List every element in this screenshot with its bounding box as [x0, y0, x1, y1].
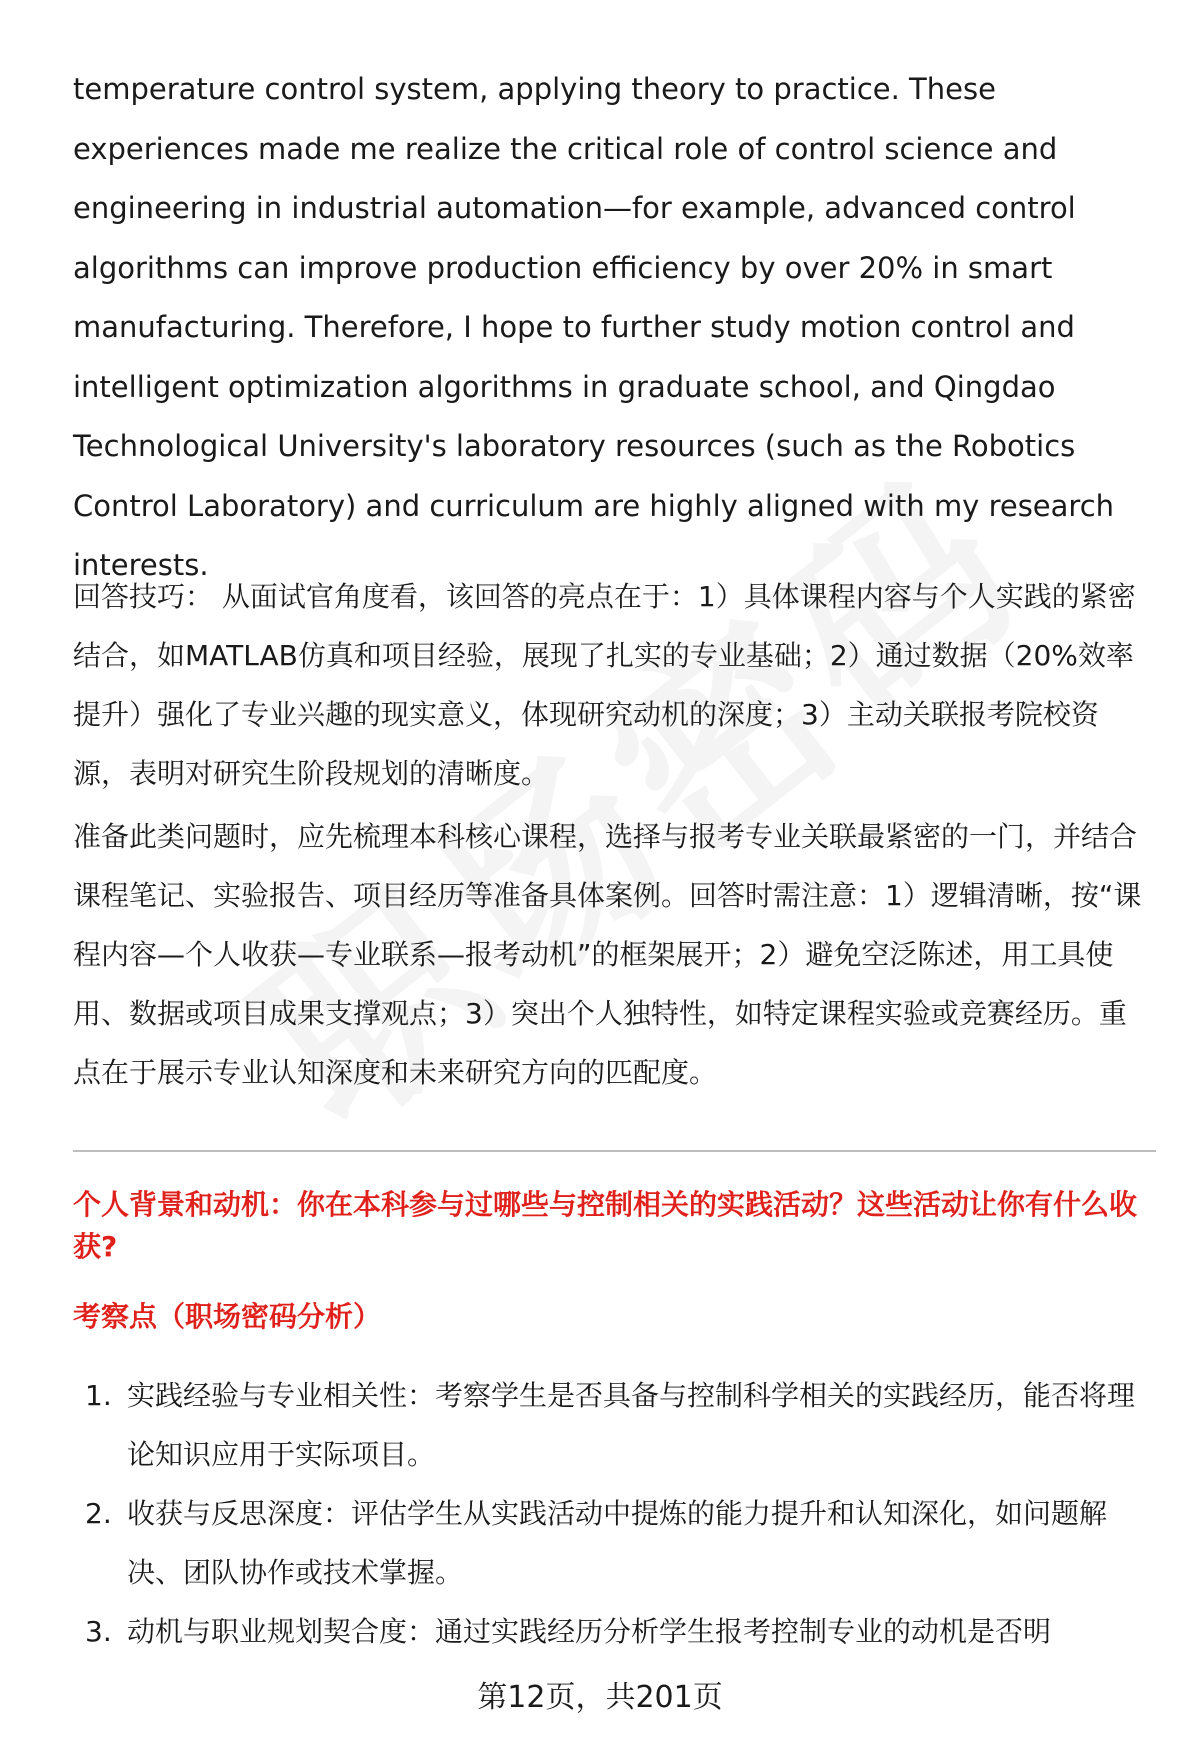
list-item [73, 1602, 1158, 1661]
section-divider [73, 1150, 1156, 1152]
list-item-text: 收获与反思深度：评估学生从实践活动中提炼的能力提升和认知深化，如问题解决、团队协作或技术掌握。 [127, 1497, 1108, 1589]
list-item-text: 动机与职业规划契合度：通过实践经历分析学生报考控制专业的动机是否明 [127, 1615, 1052, 1648]
answer-tips-paragraph: 回答技巧： 从面试官角度看，该回答的亮点在于：1）具体课程内容与个人实践的紧密结合，如MATLAB仿真和项目经验，展现了扎实的专业基础；2）通过数据（20%效率提升）强化了专业兴趣的现实意义，体现研究动机的深度；3）主动关联报考院校资源，表明对研究生阶段规划的清晰度。 [73, 580, 1136, 790]
list-item [73, 1366, 1158, 1484]
list-item [73, 1484, 1158, 1602]
list-item-number: 1. [85, 1379, 112, 1412]
list-item-number: 3. [85, 1615, 112, 1648]
list-item-number: 2. [85, 1497, 112, 1530]
analysis-section-title: 考察点（职场密码分析） [73, 1300, 382, 1333]
analysis-points-list [73, 1366, 1158, 1661]
page-number-footer: 第12页，共201页 [477, 1680, 723, 1715]
question-heading: 个人背景和动机：你在本科参与过哪些与控制相关的实践活动？这些活动让你有什么收获? [73, 1188, 1138, 1263]
english-paragraph: temperature control system, applying theory to practice. These experiences made me realize the critical role of control science and engineering in industrial automation—for example, advanced control algorithms can improve production efficiency by over 20% in smart manufacturing. Therefore, I hope to further study motion control and intelligent optimization algorithms in graduate school, and Qingdao Technological University's laboratory resources (such as the Robotics Control Laboratory) and curriculum are highly aligned with my research interests. [73, 72, 1115, 582]
list-item-text: 实践经验与专业相关性：考察学生是否具备与控制科学相关的实践经历，能否将理论知识应用于实际项目。 [127, 1379, 1136, 1471]
preparation-paragraph: 准备此类问题时，应先梳理本科核心课程，选择与报考专业关联最紧密的一门，并结合课程笔记、实验报告、项目经历等准备具体案例。回答时需注意：1）逻辑清晰，按“课程内容—个人收获—专业联系—报考动机”的框架展开；2）避免空泛陈述，用工具使用、数据或项目成果支撑观点；3）突出个人独特性，如特定课程实验或竞赛经历。重点在于展示专业认知深度和未来研究方向的匹配度。 [73, 820, 1142, 1089]
